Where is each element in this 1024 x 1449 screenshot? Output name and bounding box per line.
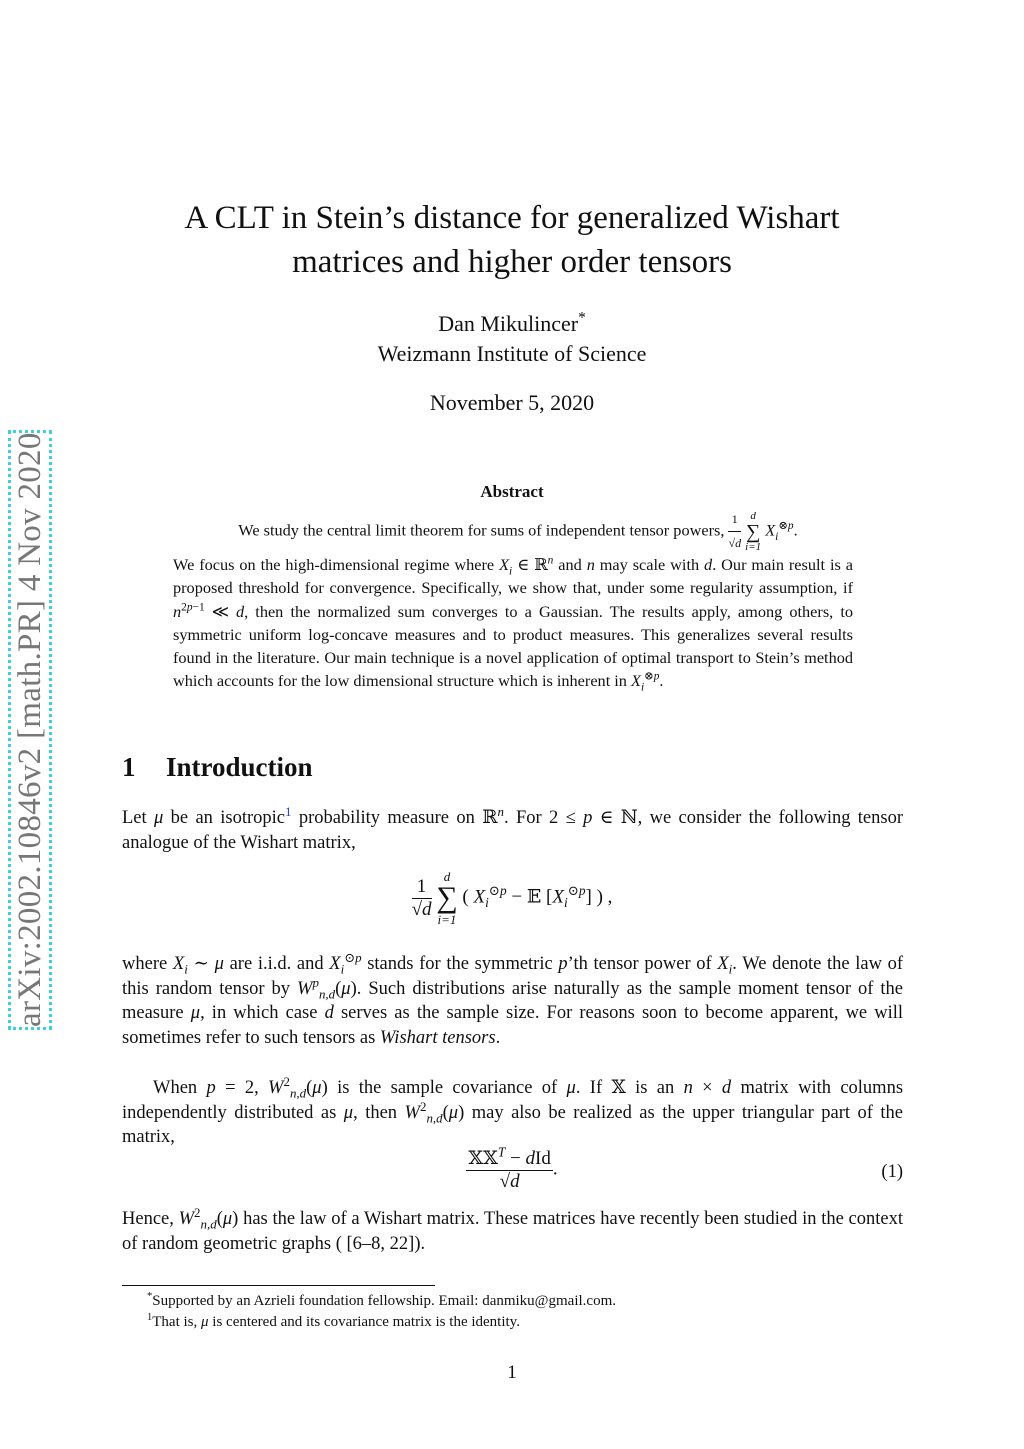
intro-paragraph-4: Hence, $W^2_{n,d}(\mu)$ has the law of a Wishart matrix. These matrices have recently been studied in the context of random geometric graphs ( [6–8, 22]). [122,1204,903,1254]
page-number: 1 [507,1362,517,1383]
abstract-body: We focus on the high-dimensional regime where $X_i$ ∈ ℝ$^n$ and n may scale with d. Our main result is a proposed threshold for convergence. Specifically, we show that, under some regularity assumption, if $n^{2p-1}$ ≪ d, then the normalized sum converges to a Gaussian. The results apply, among others, to symmetric uniform log-concave measures and to product measures. This generalizes several results found in the literature. Our main technique is a novel application of optimal transport to Stein’s method which accounts for the low dimensional structure which is inherent in $X_i^{\otimes p}$. [173,554,854,694]
display-equation-tensor-sum: $\frac{1}{√d}$ d ∑ i=1 ( $X_i^{⊙p}$ − 𝔼 $[X_i^{⊙p}]$ ) , [411,869,613,927]
footnote-2: $^1$That is, μ is centered and its covariance matrix is the identity. [147,1312,520,1330]
abstract-first-line: We study the central limit theorem for sums of independent tensor powers, $\frac{1}{√d}$ d ∑ i=1 $X_i^{\otimes p}$. [173,508,863,556]
arxiv-identifier-stamp: arXiv:2002.10846v2 [math.PR] 4 Nov 2020 [8,430,52,1030]
intro-paragraph-3: When p = 2, $W^2_{n,d}(\mu)$ is the sample covariance of μ. If 𝕏 is an n × d matrix with columns independently distributed as μ, then $W^2_{n,d}(\mu)$ may also be realized as the upper triangular part of the matrix, [122,1073,904,1148]
abstract-heading: Abstract [480,482,544,501]
author-footnote-mark[interactable]: * [578,309,586,327]
section-heading-introduction: 1 Introduction [122,752,313,782]
equation-number-1: (1) [881,1162,903,1182]
paper-date: November 5, 2020 [429,390,595,415]
intro-paragraph-2: where $X_i$ ∼ μ are i.i.d. and $X_i^{⊙p}$ stands for the symmetric p’th tensor power of $X_i$. We denote the law of this random tensor by $W^p_{n,d}(\mu)$. Such distributions arise naturally as the sample moment tensor of the measure μ, in which case d serves as the sample size. For reasons soon to become apparent, we will sometimes refer to such tensors as Wishart tensors. [122,949,904,1048]
author-name: Dan Mikulincer* [438,309,586,336]
display-equation-1: $\frac{𝕏𝕏^T - dId}{√d}$ . [468,1144,558,1192]
footnote-divider [122,1285,435,1286]
paper-title [0,196,1024,284]
footnote-1: *Supported by an Azrieli foundation fellowship. Email: danmiku@gmail.com. [147,1291,616,1309]
title-line-2: matrices and higher order tensors [292,244,732,280]
abstract-sum-symbol: d ∑ i=1 [745,509,762,553]
intro-paragraph-1: Let μ be an isotropic$^1$ probability measure on ℝ$^n$. For 2 ≤ p ∈ ℕ, we consider the following tensor analogue of the Wishart matrix, [122,803,904,853]
author-affiliation: Weizmann Institute of Science [377,341,647,366]
footnote-ref-1[interactable]: 1 [285,803,292,819]
abstract-fraction: $\frac{1}{√d}$ [728,508,741,556]
title-line-1: A CLT in Stein’s distance for generalized Wishart [184,200,840,236]
